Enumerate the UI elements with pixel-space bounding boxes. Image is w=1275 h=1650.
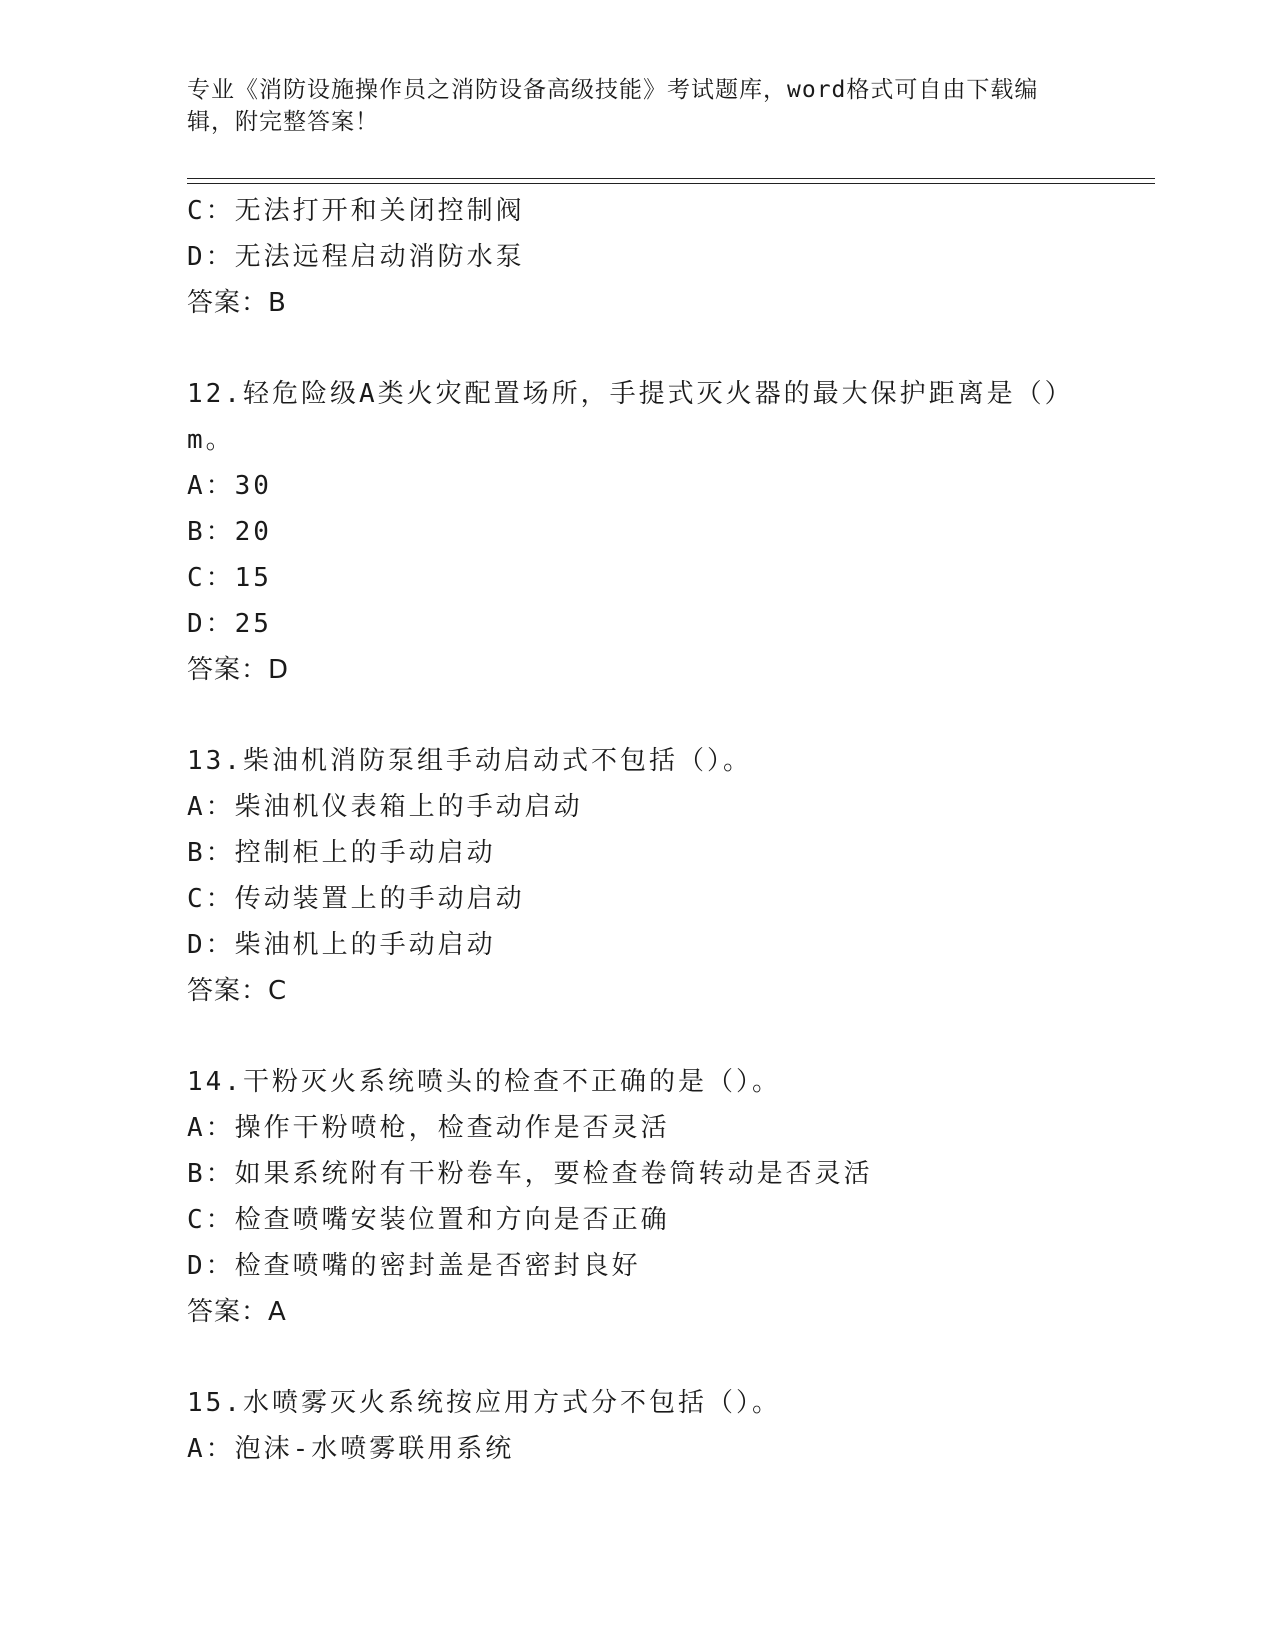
option-c: C：检查喷嘴安装位置和方向是否正确 bbox=[187, 1205, 670, 1235]
answer-line: 答案：C bbox=[187, 976, 288, 1006]
question-stem: 15.水喷雾灭火系统按应用方式分不包括（）。 bbox=[187, 1388, 781, 1418]
option-c: C：15 bbox=[187, 563, 272, 593]
option-b: B：20 bbox=[187, 517, 272, 547]
question-12 bbox=[187, 371, 1087, 693]
header-line-1: 专业《消防设施操作员之消防设备高级技能》考试题库，word格式可自由下载编 bbox=[187, 77, 1039, 103]
question-13 bbox=[187, 738, 1087, 1014]
question-14 bbox=[187, 1059, 1087, 1335]
header-divider-top bbox=[187, 178, 1155, 179]
question-stem: 13.柴油机消防泵组手动启动式不包括（）。 bbox=[187, 746, 752, 776]
question-stem: 14.干粉灭火系统喷头的检查不正确的是（）。 bbox=[187, 1067, 781, 1097]
header-divider-bottom bbox=[187, 183, 1155, 184]
answer-line: 答案：A bbox=[187, 1297, 287, 1327]
option-d: D：柴油机上的手动启动 bbox=[187, 930, 496, 960]
option-c: C：无法打开和关闭控制阀 bbox=[187, 196, 525, 226]
header-line-2: 辑，附完整答案！ bbox=[187, 109, 379, 135]
question-stem-continued: m。 bbox=[187, 425, 235, 455]
option-b: B：控制柜上的手动启动 bbox=[187, 838, 496, 868]
question-11-continued bbox=[187, 188, 1087, 326]
question-stem: 12.轻危险级A类火灾配置场所，手提式灭火器的最大保护距离是（） bbox=[187, 379, 1074, 409]
option-a: A：操作干粉喷枪，检查动作是否灵活 bbox=[187, 1113, 670, 1143]
option-a: A：泡沫-水喷雾联用系统 bbox=[187, 1434, 515, 1464]
answer-line: 答案：D bbox=[187, 655, 290, 685]
question-15 bbox=[187, 1380, 1087, 1472]
option-d: D：检查喷嘴的密封盖是否密封良好 bbox=[187, 1251, 641, 1281]
option-b: B：如果系统附有干粉卷车，要检查卷筒转动是否灵活 bbox=[187, 1159, 873, 1189]
question-list bbox=[187, 188, 1087, 1472]
option-a: A：柴油机仪表箱上的手动启动 bbox=[187, 792, 583, 822]
option-d: D：25 bbox=[187, 609, 272, 639]
option-c: C：传动装置上的手动启动 bbox=[187, 884, 525, 914]
answer-line: 答案：B bbox=[187, 288, 287, 318]
option-a: A：30 bbox=[187, 471, 272, 501]
document-header bbox=[187, 74, 1067, 138]
option-d: D：无法远程启动消防水泵 bbox=[187, 242, 525, 272]
